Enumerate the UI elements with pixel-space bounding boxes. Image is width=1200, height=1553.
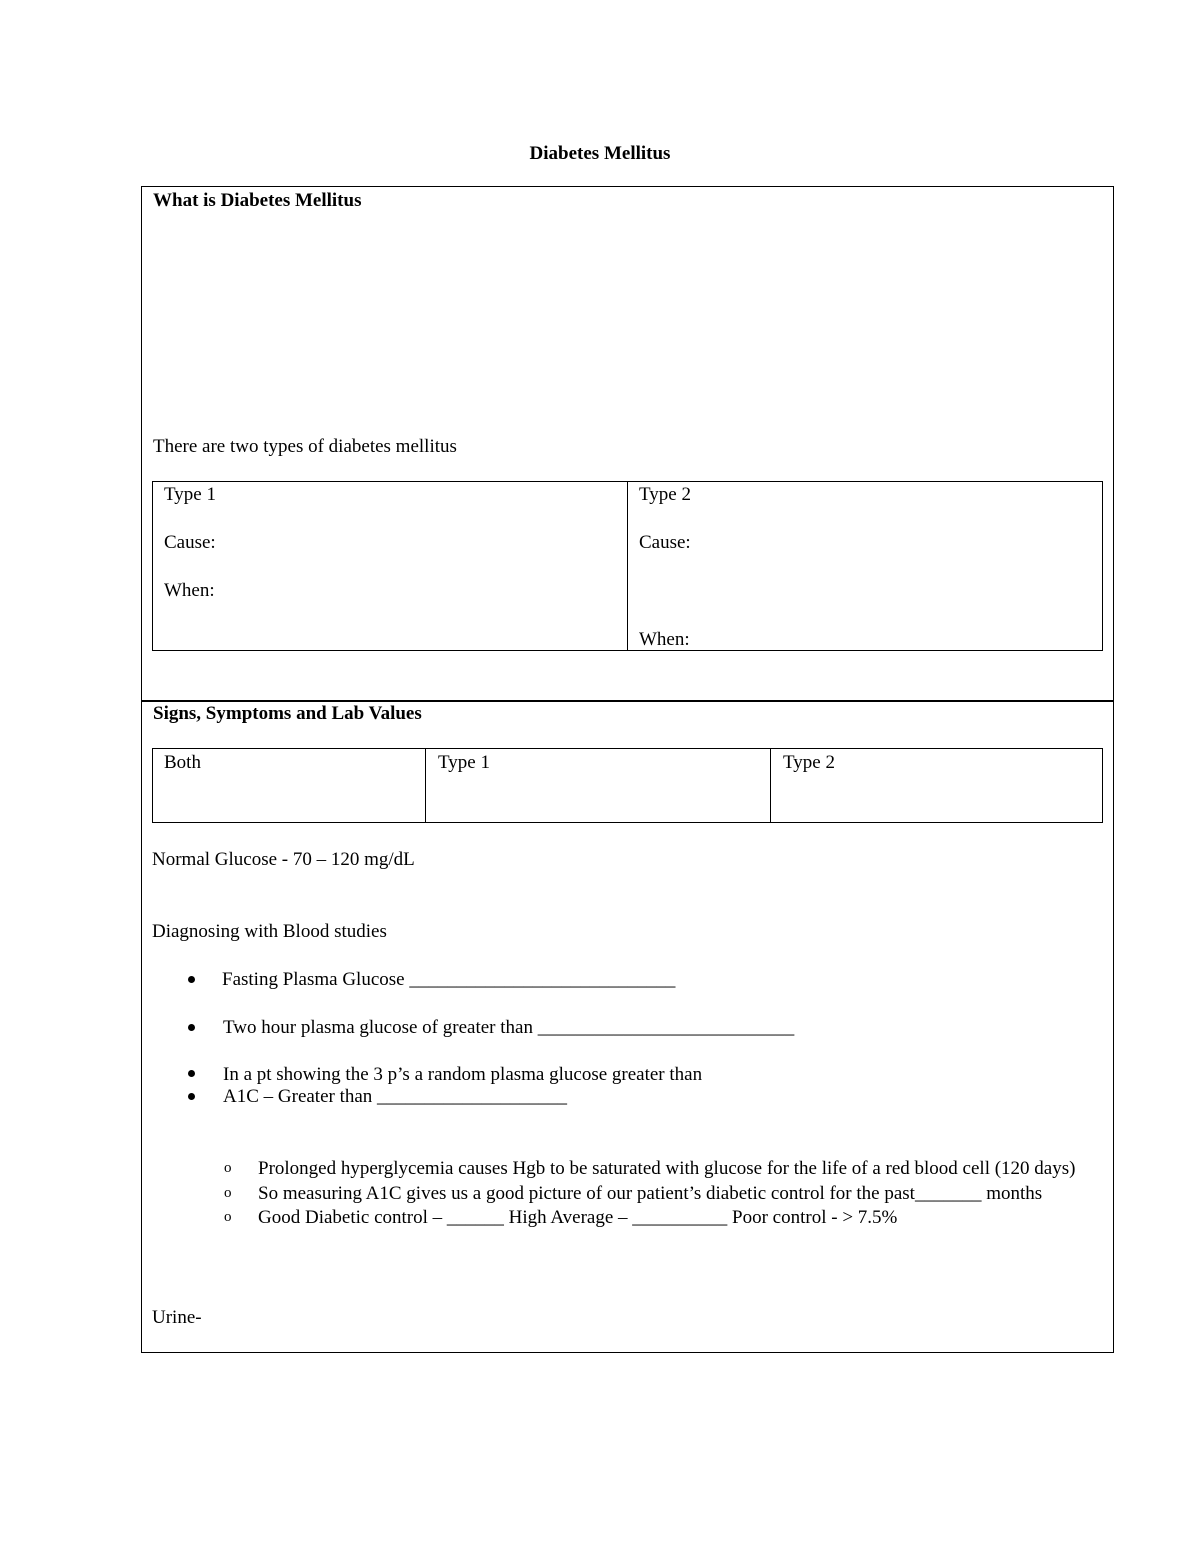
type1-label: Type 1 (164, 484, 216, 505)
diagnosing-heading: Diagnosing with Blood studies (152, 921, 387, 942)
sub-bullet-hyperglycemia: Prolonged hyperglycemia causes Hgb to be saturated with glucose for the life of a red blood cell (120 days) (258, 1158, 1076, 1179)
signs-table (152, 748, 1103, 823)
normal-glucose-text: Normal Glucose - 70 – 120 mg/dL (152, 849, 415, 870)
bullet-dot (188, 976, 195, 983)
bullet-fasting-plasma-glucose: Fasting Plasma Glucose ____________________________ (222, 969, 676, 990)
signs-column-both: Both (164, 752, 201, 773)
section-heading-signs: Signs, Symptoms and Lab Values (153, 703, 422, 724)
bullet-dot (188, 1093, 195, 1100)
signs-column-type2: Type 2 (783, 752, 835, 773)
type1-cause-label: Cause: (164, 532, 216, 553)
section-heading-what-is: What is Diabetes Mellitus (153, 190, 362, 211)
type2-when-label: When: (639, 629, 690, 650)
sub-bullet-marker: o (224, 1185, 232, 1201)
bullet-two-hour-glucose: Two hour plasma glucose of greater than ___________________________ (223, 1017, 795, 1038)
bullet-random-glucose: In a pt showing the 3 p’s a random plasma glucose greater than (223, 1064, 703, 1085)
signs-table-divider-2 (770, 748, 771, 823)
type2-cause-label: Cause: (639, 532, 691, 553)
signs-table-divider-1 (425, 748, 426, 823)
type2-label: Type 2 (639, 484, 691, 505)
types-table-divider (627, 481, 628, 651)
sub-bullet-a1c-picture: So measuring A1C gives us a good picture of our patient’s diabetic control for the past_______ months (258, 1183, 1043, 1204)
bullet-dot (188, 1024, 195, 1031)
sub-bullet-marker: o (224, 1160, 232, 1176)
signs-column-type1: Type 1 (438, 752, 490, 773)
bullet-a1c: A1C – Greater than ____________________ (223, 1086, 568, 1107)
bullet-dot (188, 1070, 195, 1077)
types-intro-text: There are two types of diabetes mellitus (153, 436, 457, 457)
sub-bullet-marker: o (224, 1209, 232, 1225)
document-title: Diabetes Mellitus (529, 143, 671, 164)
sub-bullet-control-ranges: Good Diabetic control – ______ High Average – __________ Poor control - > 7.5% (258, 1207, 898, 1228)
type1-when-label: When: (164, 580, 215, 601)
urine-label: Urine- (152, 1307, 202, 1328)
